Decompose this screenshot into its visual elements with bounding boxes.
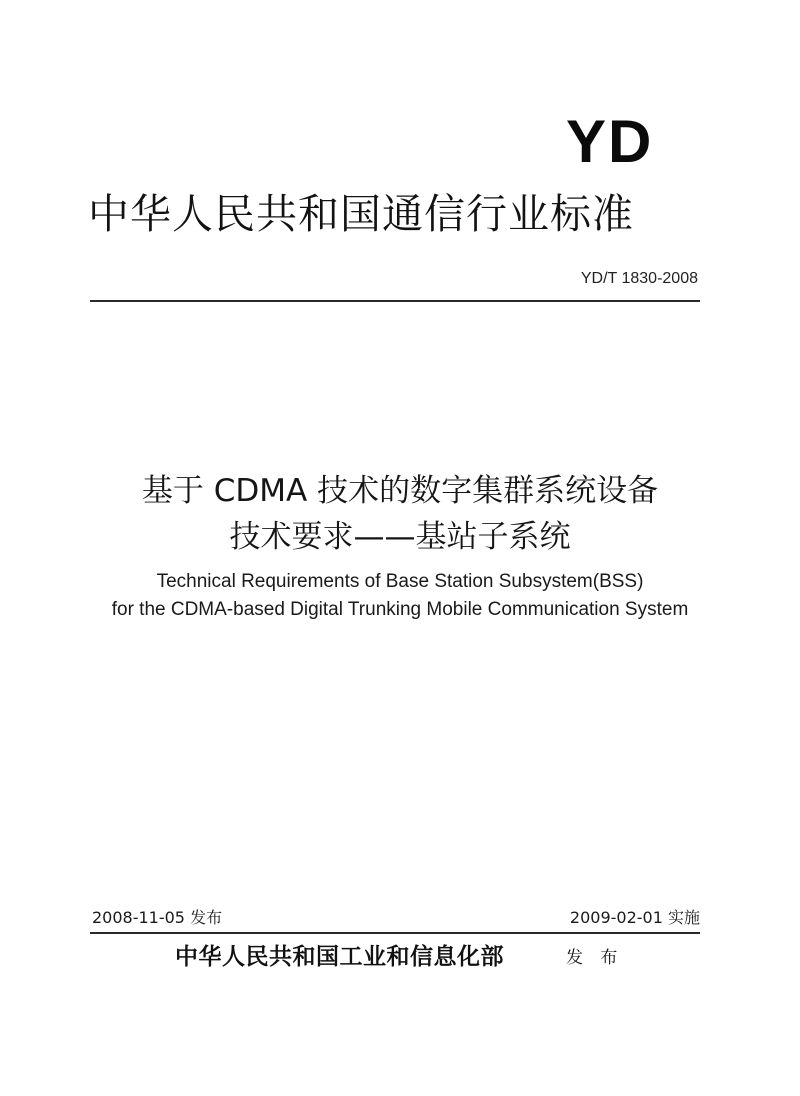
title-en-line1: Technical Requirements of Base Station Subsystem(BSS): [156, 571, 644, 592]
issue-date: 2008-11-05 发布: [92, 908, 223, 927]
publisher: 中华人民共和国工业和信息化部: [175, 944, 504, 970]
yd-logo: YD: [566, 108, 654, 175]
top-divider: [90, 300, 700, 302]
title-zh-line2: 技术要求——基站子系统: [229, 519, 571, 555]
publish-label: 发 布: [566, 948, 624, 968]
title-zh-line1: 基于 CDMA 技术的数字集群系统设备: [141, 473, 659, 509]
bottom-divider: [90, 932, 700, 934]
org-title: 中华人民共和国通信行业标准: [88, 190, 634, 238]
standard-number: YD/T 1830-2008: [580, 270, 698, 287]
effective-date: 2009-02-01 实施: [569, 908, 700, 927]
title-en-line2: for the CDMA-based Digital Trunking Mobile Communication System: [111, 599, 689, 620]
